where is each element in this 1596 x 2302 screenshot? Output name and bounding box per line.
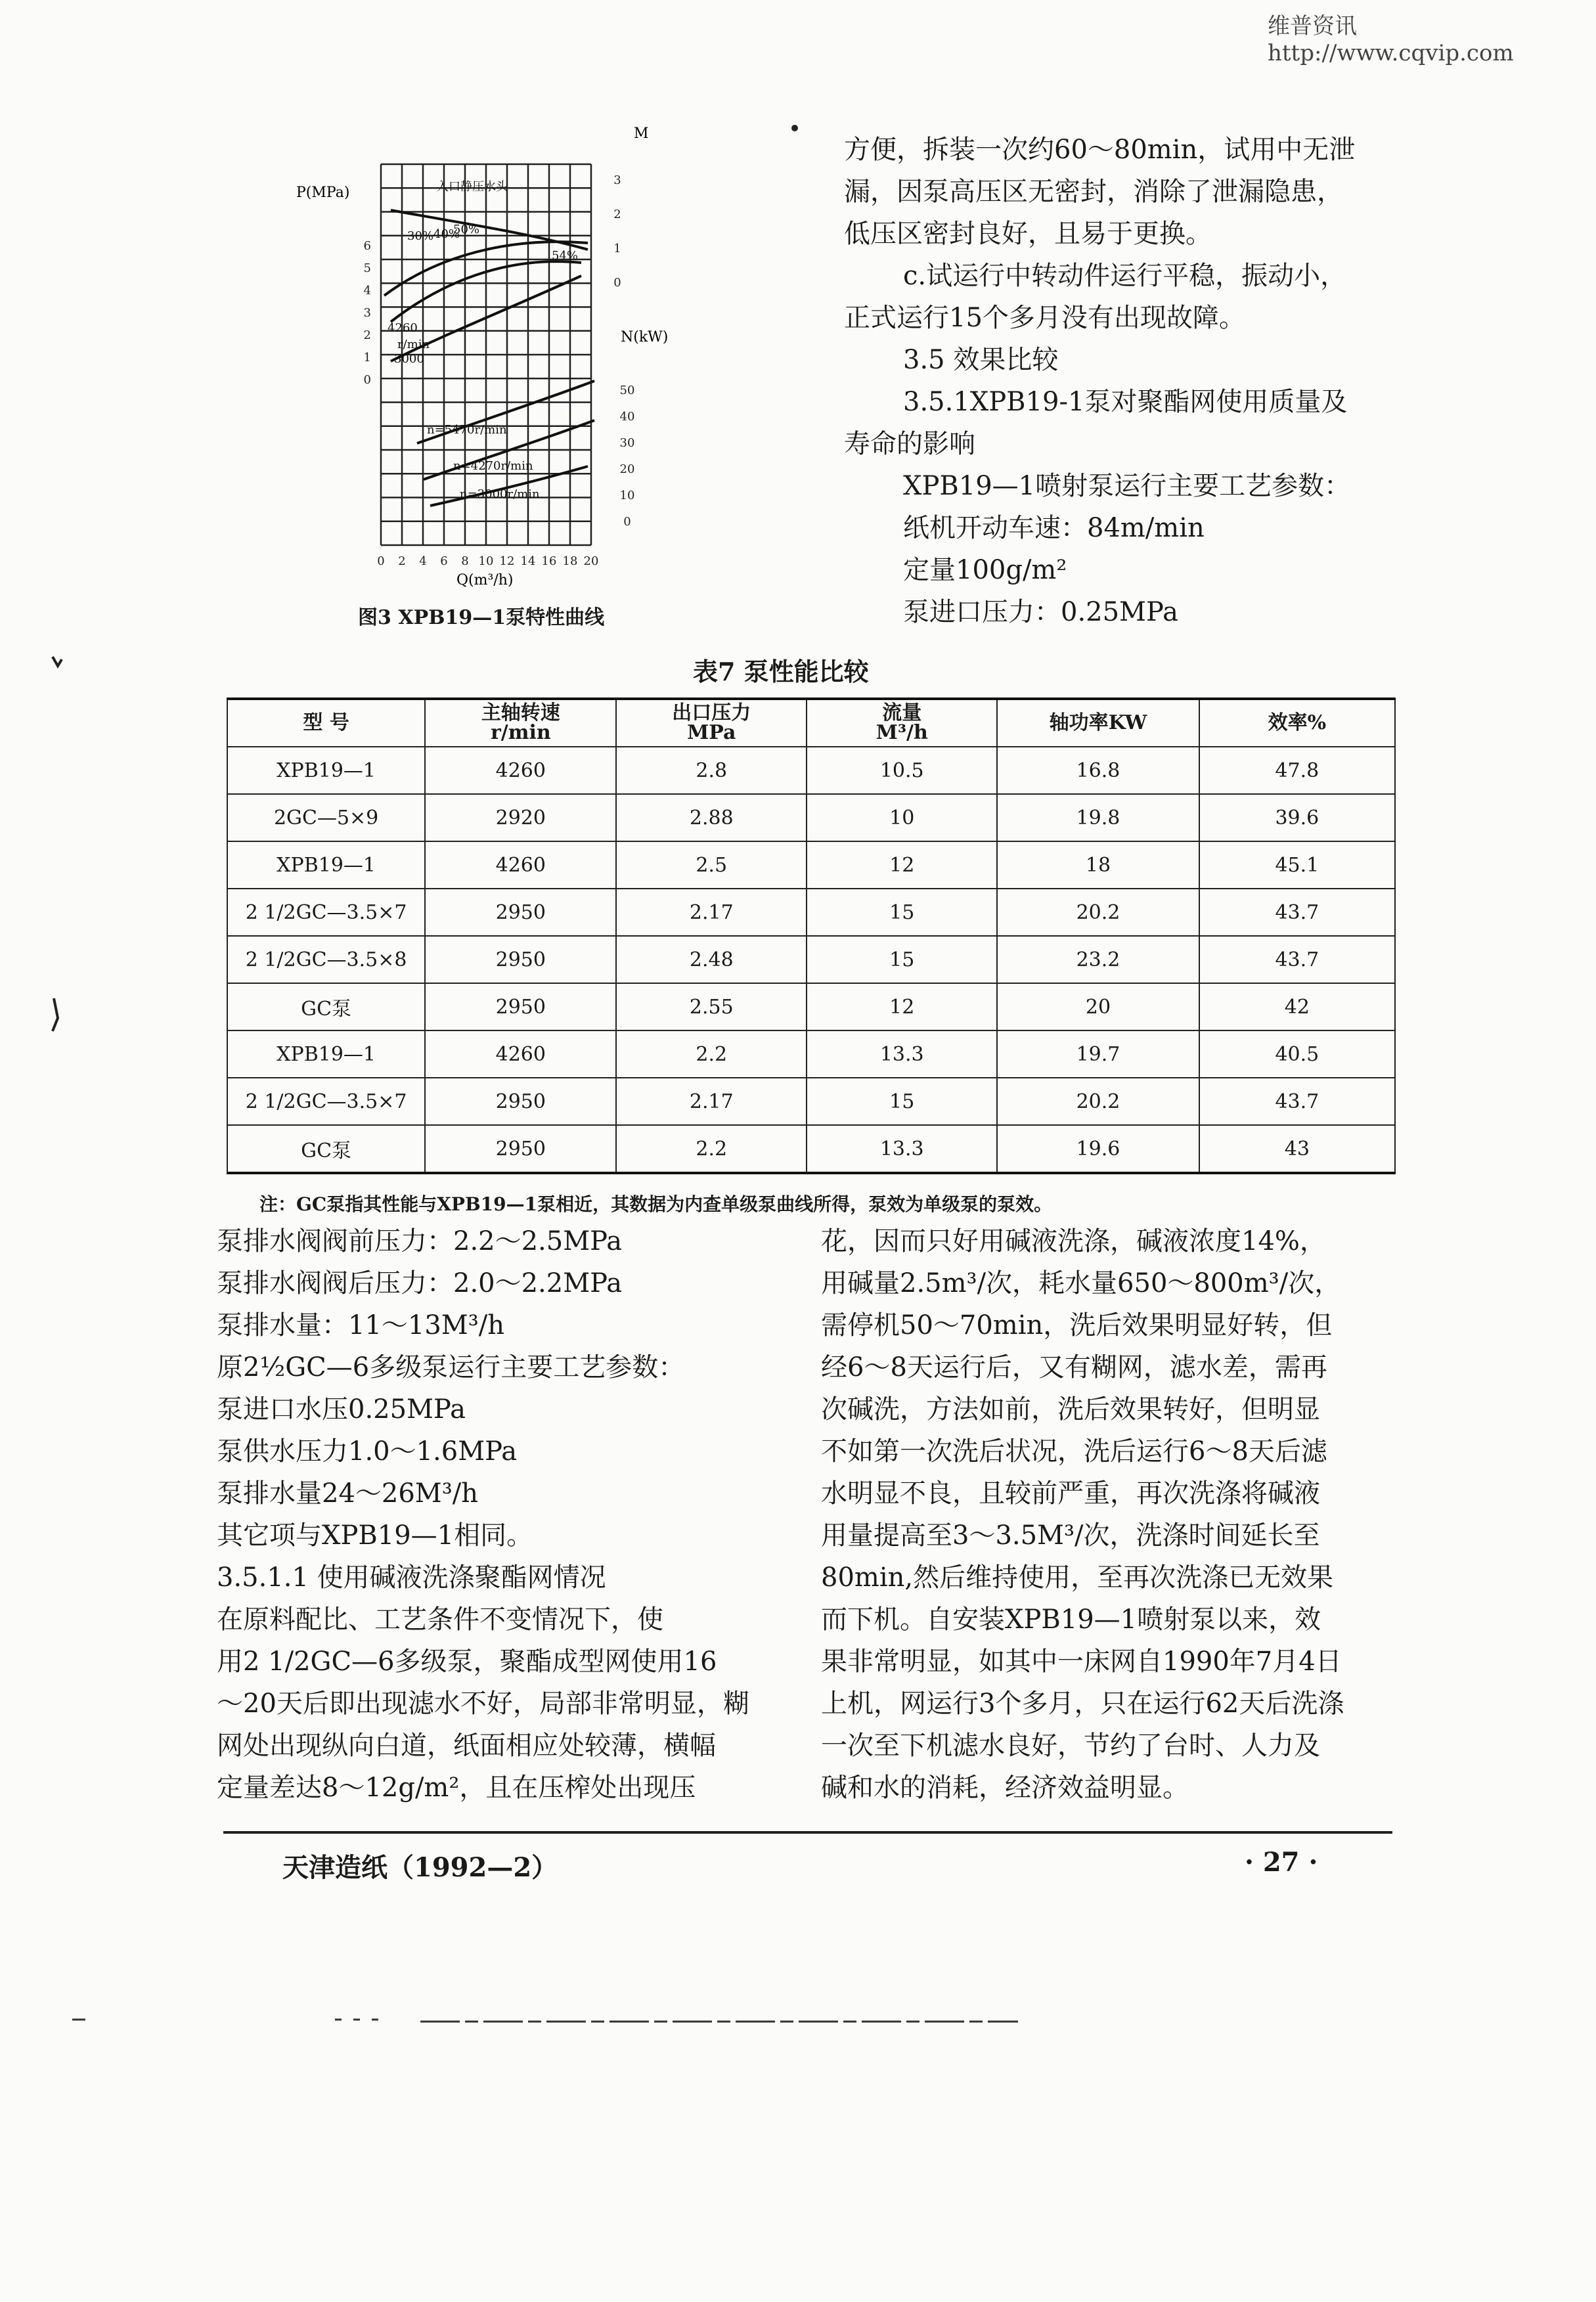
tick-label: 3 <box>363 306 371 320</box>
text-line: 经6～8天运行后，又有糊网，滤水差，需再 <box>821 1352 1327 1383</box>
text-line: 低压区密封良好，且易于更换。 <box>844 219 1212 249</box>
curve-annotation: 54% <box>552 249 579 263</box>
table-note: 注：GC泵指其性能与XPB19—1泵相近，其数据为内查单级泵曲线所得，泵效为单级泵的泵效。 <box>259 1193 1053 1215</box>
table-cell: 45.1 <box>1199 841 1395 889</box>
table-cell: 43.7 <box>1199 1078 1395 1125</box>
tick-label: 10 <box>619 489 635 502</box>
table-cell: 2950 <box>425 1125 616 1173</box>
text-line: 用2 1/2GC—6多级泵，聚酯成型网使用16 <box>217 1647 717 1677</box>
curve-annotation: n=3000r/min <box>460 487 540 501</box>
table-cell: 2.48 <box>616 936 807 983</box>
tick-label: 20 <box>619 462 635 476</box>
table-cell: 18 <box>997 841 1199 889</box>
text-line: 次碱洗，方法如前，洗后效果转好，但明显 <box>821 1394 1320 1425</box>
text-line: 碱和水的消耗，经济效益明显。 <box>821 1773 1189 1803</box>
table-cell: 20.2 <box>997 889 1199 936</box>
tick-label: 50 <box>619 384 635 397</box>
text-line: 漏，因泵高压区无密封，消除了泄漏隐患， <box>844 177 1343 207</box>
tick-label: 0 <box>623 515 631 529</box>
text-line: 3.5.1.1 使用碱液洗涤聚酯网情况 <box>217 1562 606 1593</box>
curve-annotation: 4260 <box>388 321 418 335</box>
table-cell: 20 <box>997 983 1199 1030</box>
table-cell: 2.8 <box>616 747 807 794</box>
text-line: 泵排水量24～26M³/h <box>217 1478 479 1509</box>
table-cell: 42 <box>1199 983 1395 1030</box>
table-header-cell: 流量 M³/h <box>807 699 997 747</box>
text-line: 水明显不良，且较前严重，再次洗涤将碱液 <box>821 1478 1320 1509</box>
text-line: 泵排水阀阀后压力：2.0～2.2MPa <box>217 1268 623 1298</box>
table-cell: 10 <box>807 794 997 841</box>
tick-label: 8 <box>461 554 469 568</box>
text-line: 定量100g/m² <box>903 555 1067 585</box>
table-cell: XPB19—1 <box>227 841 425 889</box>
table-cell: 12 <box>807 841 997 889</box>
table-cell: 2 1/2GC—3.5×7 <box>227 889 425 936</box>
table-cell: 13.3 <box>807 1030 997 1078</box>
journal-footer: 天津造纸（1992—2） <box>282 1852 558 1883</box>
table-cell: 2950 <box>425 936 616 983</box>
table-cell: 47.8 <box>1199 747 1395 794</box>
table-cell: GC泵 <box>227 1125 425 1173</box>
text-line: 方便，拆装一次约60～80min，试用中无泄 <box>844 135 1356 165</box>
text-line: XPB19—1喷射泵运行主要工艺参数： <box>903 471 1351 501</box>
text-line: 定量差达8～12g/m²，且在压榨处出现压 <box>217 1773 696 1803</box>
tick-label: 0 <box>377 554 385 568</box>
tick-label: 6 <box>363 239 371 253</box>
text-line: 寿命的影响 <box>844 429 975 459</box>
page-number: · 27 · <box>1245 1847 1318 1878</box>
table-cell: 43.7 <box>1199 936 1395 983</box>
text-line: 其它项与XPB19—1相同。 <box>217 1520 533 1551</box>
text-line: 用碱量2.5m³/次，耗水量650～800m³/次， <box>821 1268 1341 1298</box>
text-line: 3.5.1XPB19-1泵对聚酯网使用质量及 <box>903 387 1348 417</box>
tick-label: 12 <box>499 554 515 568</box>
text-line: 泵排水阀阀前压力：2.2～2.5MPa <box>217 1226 623 1256</box>
table-cell: 2 1/2GC—3.5×7 <box>227 1078 425 1125</box>
table-header-cell: 轴功率KW <box>997 699 1199 747</box>
tick-label: 1 <box>363 351 371 365</box>
tick-label: 20 <box>583 554 599 568</box>
tick-label: 16 <box>541 554 557 568</box>
tick-label: 40 <box>619 410 635 424</box>
table-title: 表7 泵性能比较 <box>693 657 869 686</box>
table-cell: 2920 <box>425 794 616 841</box>
y-right-power-label: N(kW) <box>621 329 669 345</box>
tick-label: 2 <box>613 208 621 221</box>
text-line: ～20天后即出现滤水不好，局部非常明显，糊 <box>217 1689 749 1719</box>
table-cell: 19.8 <box>997 794 1199 841</box>
text-line: 泵进口水压0.25MPa <box>217 1394 466 1425</box>
curve-annotation: 3000 <box>394 352 424 366</box>
table-cell: 43 <box>1199 1125 1395 1173</box>
text-line: 果非常明显，如其中一床网自1990年7月4日 <box>821 1647 1342 1677</box>
tick-label: 14 <box>520 554 536 568</box>
table-cell: 40.5 <box>1199 1030 1395 1078</box>
table-cell: 23.2 <box>997 936 1199 983</box>
curve-annotation: n=5470r/min <box>427 423 507 437</box>
text-line: 需停机50～70min，洗后效果明显好转，但 <box>821 1310 1333 1340</box>
table-cell: 2.5 <box>616 841 807 889</box>
table-cell: 15 <box>807 889 997 936</box>
table-cell: 2.88 <box>616 794 807 841</box>
table-header-cell: 效率% <box>1199 699 1395 747</box>
table-cell: 2950 <box>425 983 616 1030</box>
tick-label: 2 <box>398 554 406 568</box>
table-cell: 2.17 <box>616 889 807 936</box>
table-cell: 2.55 <box>616 983 807 1030</box>
table-cell: 2.2 <box>616 1030 807 1078</box>
table-cell: XPB19—1 <box>227 747 425 794</box>
table-cell: 15 <box>807 936 997 983</box>
text-line: 网处出现纵向白道，纸面相应处较薄，横幅 <box>217 1731 716 1761</box>
table-cell: 2GC—5×9 <box>227 794 425 841</box>
tick-label: 30 <box>619 436 635 450</box>
tick-label: 6 <box>440 554 448 568</box>
table-header-cell: 出口压力 MPa <box>616 699 807 747</box>
text-line: 正式运行15个多月没有出现故障。 <box>844 303 1245 333</box>
text-line: 上机，网运行3个多月，只在运行62天后洗涤 <box>821 1689 1344 1719</box>
table-cell: 2950 <box>425 1078 616 1125</box>
text-line: 泵排水量：11～13M³/h <box>217 1310 505 1340</box>
text-line: 3.5 效果比较 <box>903 345 1059 375</box>
text-line: 在原料配比、工艺条件不变情况下，使 <box>217 1605 663 1635</box>
table-cell: 43.7 <box>1199 889 1395 936</box>
table-header-cell: 型 号 <box>227 699 425 747</box>
tick-label: 4 <box>363 284 371 298</box>
tick-label: 0 <box>613 276 621 290</box>
text-line: 泵供水压力1.0～1.6MPa <box>217 1436 518 1467</box>
table-cell: 19.7 <box>997 1030 1199 1078</box>
curve-annotation: n=4270r/min <box>453 459 533 473</box>
curve-annotation: r/min <box>397 338 430 351</box>
tick-label: 10 <box>478 554 494 568</box>
tick-label: 2 <box>363 328 371 342</box>
text-line: 花，因而只好用碱液洗涤，碱液浓度14%， <box>821 1226 1326 1256</box>
table-cell: 13.3 <box>807 1125 997 1173</box>
table-cell: 4260 <box>425 747 616 794</box>
text-line: 纸机开动车速：84m/min <box>903 513 1205 543</box>
tick-label: 5 <box>363 261 371 275</box>
tick-label: 0 <box>363 373 371 387</box>
table-cell: 39.6 <box>1199 794 1395 841</box>
table-cell: 2.17 <box>616 1078 807 1125</box>
curve-annotation: 40% <box>433 227 460 241</box>
y-left-label: P(MPa) <box>296 185 350 201</box>
text-line: c.试运行中转动件运行平稳，振动小， <box>903 261 1347 291</box>
table-cell: 20.2 <box>997 1078 1199 1125</box>
tick-label: 4 <box>419 554 427 568</box>
y-right-top-label: M <box>634 125 649 142</box>
text-line: 而下机。自安装XPB19—1喷射泵以来，效 <box>821 1605 1321 1635</box>
curve-annotation: 50% <box>453 223 480 236</box>
table-cell: 2950 <box>425 889 616 936</box>
table-cell: 10.5 <box>807 747 997 794</box>
curve-annotation: 入口静压水头 <box>437 180 508 194</box>
table-cell: 2.2 <box>616 1125 807 1173</box>
x-axis-label: Q(m³/h) <box>456 572 514 588</box>
text-line: 泵进口压力：0.25MPa <box>903 597 1178 627</box>
curve-annotation: 30% <box>407 229 434 243</box>
table-cell: 19.6 <box>997 1125 1199 1173</box>
table-cell: 12 <box>807 983 997 1030</box>
table-cell: 4260 <box>425 841 616 889</box>
tick-label: 18 <box>562 554 578 568</box>
text-line: 一次至下机滤水良好，节约了台时、人力及 <box>821 1731 1320 1761</box>
text-line: 用量提高至3～3.5M³/次，洗涤时间延长至 <box>821 1520 1320 1551</box>
table-cell: 4260 <box>425 1030 616 1078</box>
tick-label: 3 <box>613 173 621 187</box>
table-cell: XPB19—1 <box>227 1030 425 1078</box>
table-cell: GC泵 <box>227 983 425 1030</box>
table-header-cell: 主轴转速 r/min <box>425 699 616 747</box>
table-cell: 15 <box>807 1078 997 1125</box>
watermark-text: 维普资讯 http://www.cqvip.com <box>1268 13 1514 66</box>
tick-label: 1 <box>613 242 621 255</box>
figure-caption: 图3 XPB19—1泵特性曲线 <box>358 606 605 629</box>
text-line: 原2½GC—6多级泵运行主要工艺参数： <box>217 1352 685 1383</box>
table-cell: 2 1/2GC—3.5×8 <box>227 936 425 983</box>
text-line: 不如第一次洗后状况，洗后运行6～8天后滤 <box>821 1436 1327 1467</box>
table-cell: 16.8 <box>997 747 1199 794</box>
text-line: 80min,然后维持使用，至再次洗涤已无效果 <box>821 1562 1334 1593</box>
